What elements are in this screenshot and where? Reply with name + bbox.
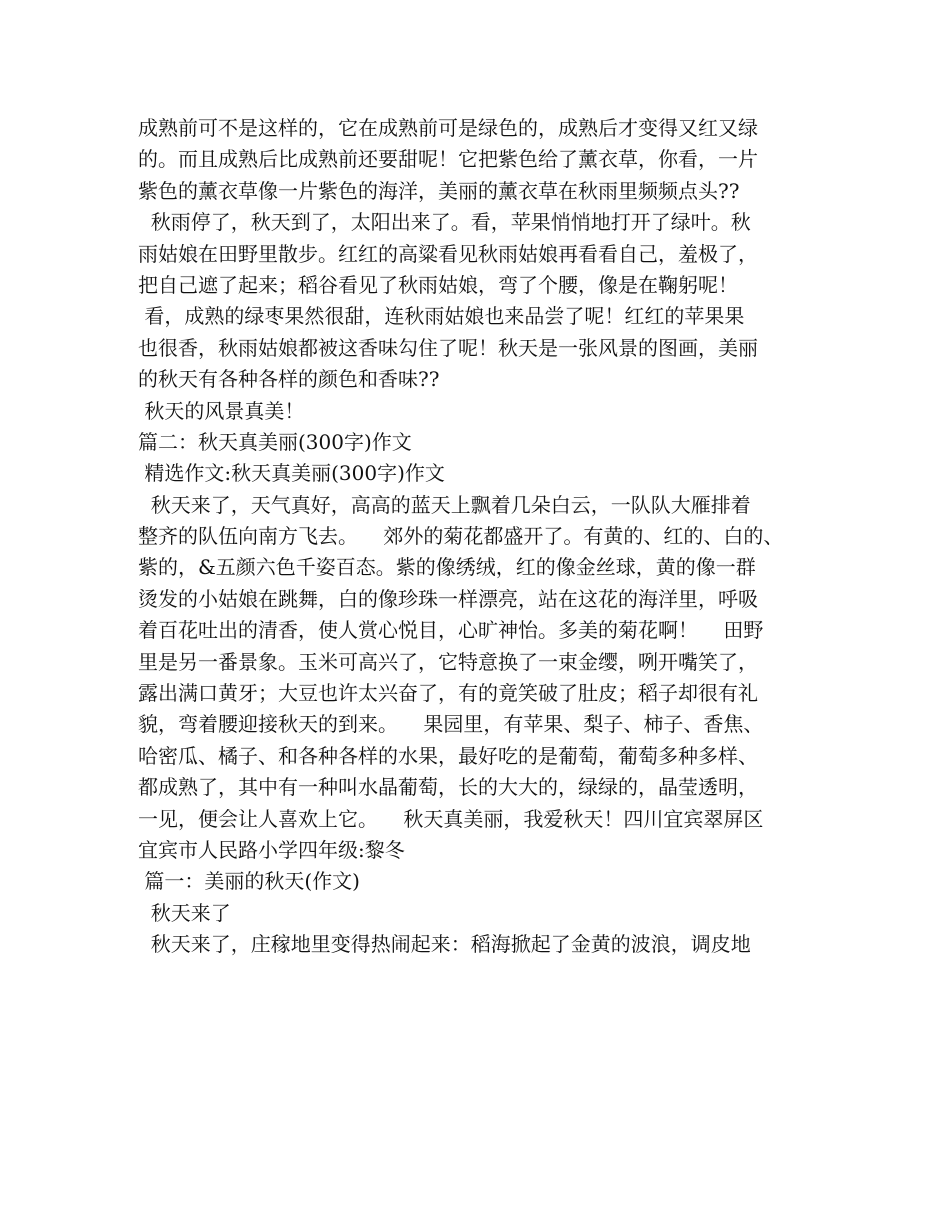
text-line: 把自己遮了起来；稻谷看见了秋雨姑娘，弯了个腰，像是在鞠躬呢！ — [138, 272, 738, 297]
text-line: 哈密瓜、橘子、和各种各样的水果，最好吃的是葡萄，葡萄多种多样、 — [138, 743, 758, 768]
text-line: 烫发的小姑娘在跳舞，白的像珍珠一样漂亮，站在这花的海洋里，呼吸 — [138, 586, 758, 611]
text-line: 雨姑娘在田野里散步。红红的高粱看见秋雨姑娘再看看自己，羞极了， — [138, 241, 758, 266]
text-line: 紫色的薰衣草像一片紫色的海洋，美丽的薰衣草在秋雨里频频点头?? — [138, 178, 740, 203]
text-line: 秋天的风景真美！ — [138, 398, 305, 423]
text-line: 成熟前可不是这样的，它在成熟前可是绿色的，成熟后才变得又红又绿 — [138, 116, 758, 140]
text-line: 里是另一番景象。玉米可高兴了，它特意换了一束金缨，咧开嘴笑了， — [138, 649, 758, 674]
text-line: 的秋天有各种各样的颜色和香味?? — [138, 367, 440, 392]
text-line: 紫的，&五颜六色千姿百态。紫的像绣绒，红的像金丝球，黄的像一群 — [138, 555, 756, 580]
text-line: 宜宾市人民路小学四年级:黎冬 — [138, 837, 405, 862]
text-line: 篇一：美丽的秋天(作文) — [138, 869, 360, 894]
text-line: 也很香，秋雨姑娘都被这香味勾住了呢！秋天是一张风景的图画，美丽 — [138, 335, 758, 360]
text-line: 着百花吐出的清香，使人赏心悦目，心旷神怡。多美的菊花啊！ 田野 — [138, 618, 764, 643]
text-line: 秋天来了，天气真好，高高的蓝天上飘着几朵白云，一队队大雁排着 — [138, 492, 751, 517]
text-line: 精选作文:秋天真美丽(300字)作文 — [138, 461, 445, 486]
text-line: 的。而且成熟后比成熟前还要甜呢！它把紫色给了薰衣草，你看，一片 — [138, 147, 758, 172]
text-line: 整齐的队伍向南方飞去。 郊外的菊花都盛开了。有黄的、红的、白的、 — [138, 524, 784, 549]
document-body — [138, 113, 818, 961]
text-line: 秋天来了，庄稼地里变得热闹起来：稻海掀起了金黄的波浪，调皮地 — [138, 932, 751, 957]
text-line: 篇二：秋天真美丽(300字)作文 — [138, 429, 412, 454]
text-line: 秋雨停了，秋天到了，太阳出来了。看，苹果悄悄地打开了绿叶。秋 — [138, 210, 751, 235]
text-line: 一见，便会让人喜欢上它。 秋天真美丽，我爱秋天！四川宜宾翠屏区 — [138, 806, 764, 831]
text-line: 秋天来了 — [138, 900, 231, 925]
text-line: 都成熟了，其中有一种叫水晶葡萄，长的大大的，绿绿的，晶莹透明， — [138, 775, 758, 800]
text-line: 貌，弯着腰迎接秋天的到来。 果园里，有苹果、梨子、柿子、香焦、 — [138, 712, 764, 737]
text-line: 看，成熟的绿枣果然很甜，连秋雨姑娘也来品尝了呢！红红的苹果果 — [138, 304, 745, 329]
text-line: 露出满口黄牙；大豆也许太兴奋了，有的竟笑破了肚皮；稻子却很有礼 — [138, 681, 758, 706]
